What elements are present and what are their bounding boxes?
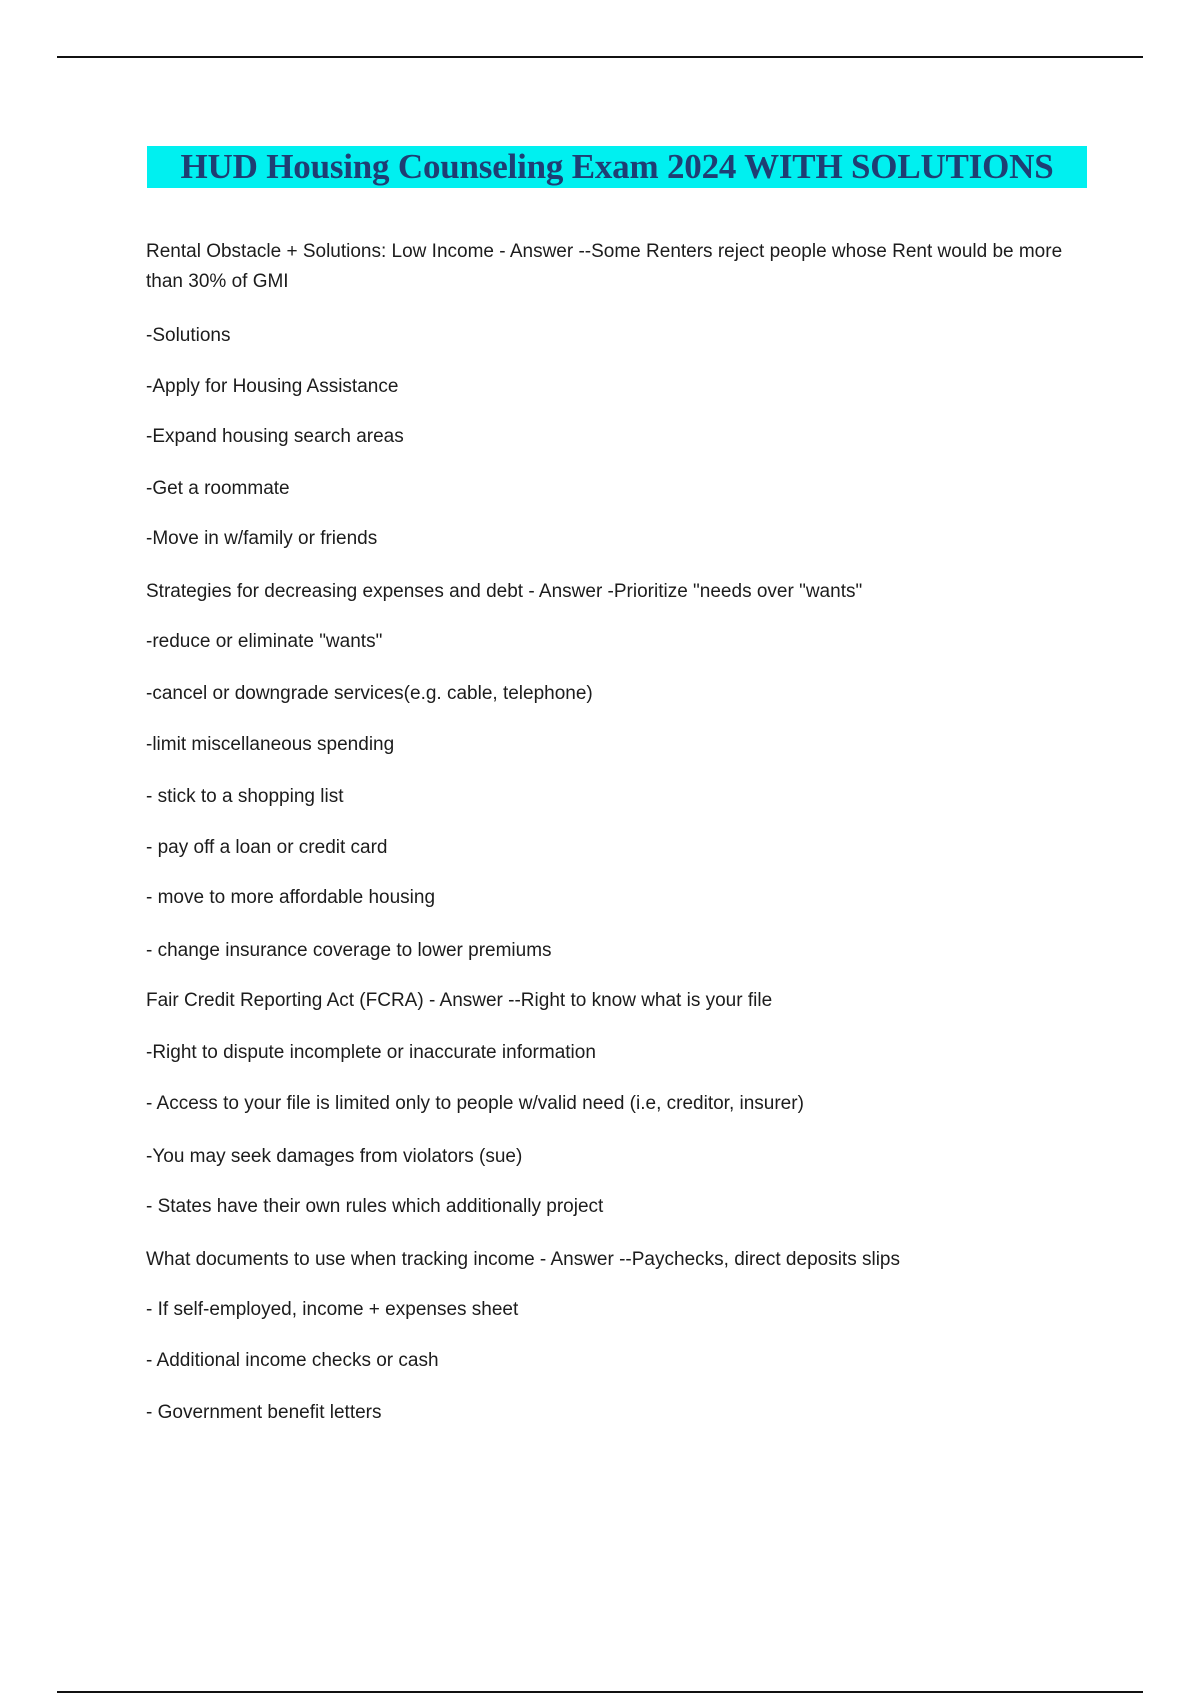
answer-line: -Right to dispute incomplete or inaccurate information (146, 1042, 596, 1063)
answer-line: - Government benefit letters (146, 1402, 382, 1423)
answer-line: - Access to your file is limited only to people w/valid need (i.e, creditor, insurer) (146, 1093, 804, 1114)
title-highlight (147, 146, 1087, 188)
answer-line: - move to more affordable housing (146, 887, 436, 908)
answer-line: -Get a roommate (146, 478, 290, 499)
answer-line: - Additional income checks or cash (146, 1350, 439, 1371)
answer-line: - If self-employed, income + expenses sheet (146, 1299, 519, 1320)
question-tracking-income: What documents to use when tracking income - Answer --Paychecks, direct deposits slips (146, 1249, 900, 1270)
answer-line: -reduce or eliminate "wants" (146, 631, 383, 652)
answer-line: - change insurance coverage to lower premiums (146, 940, 552, 961)
question-rental-obstacle: Rental Obstacle + Solutions: Low Income - Answer --Some Renters reject people whose Rent would be more than 30% of GMI (146, 241, 1063, 292)
answer-line: -Apply for Housing Assistance (146, 376, 399, 397)
answer-line: - stick to a shopping list (146, 786, 344, 807)
answer-line: -You may seek damages from violators (sue) (146, 1146, 523, 1167)
footer-rule (57, 1691, 1143, 1693)
answer-line: -cancel or downgrade services(e.g. cable, telephone) (146, 683, 593, 704)
question-strategies: Strategies for decreasing expenses and debt - Answer -Prioritize "needs over "wants" (146, 581, 863, 602)
answer-line: -Expand housing search areas (146, 426, 404, 447)
answer-line: -limit miscellaneous spending (146, 734, 395, 755)
header-rule (57, 56, 1143, 58)
document-title: HUD Housing Counseling Exam 2024 WITH SOLUTIONS (180, 147, 1054, 186)
answer-line: -Move in w/family or friends (146, 528, 378, 549)
answer-line: -Solutions (146, 325, 231, 346)
answer-line: - States have their own rules which additionally project (146, 1196, 604, 1217)
answer-line: - pay off a loan or credit card (146, 837, 388, 858)
question-fcra: Fair Credit Reporting Act (FCRA) - Answer --Right to know what is your file (146, 990, 773, 1011)
